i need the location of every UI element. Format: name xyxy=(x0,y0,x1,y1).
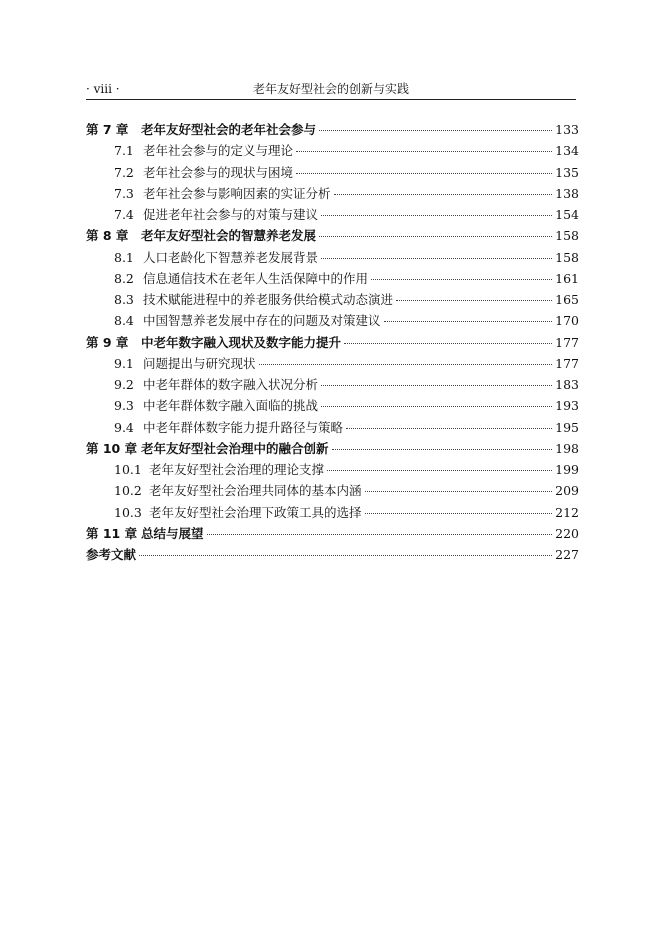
toc-entry-title: 老年友好型社会的老年社会参与 xyxy=(141,122,317,137)
toc-entry-page: 220 xyxy=(555,525,579,541)
toc-entry-page: 183 xyxy=(555,377,579,392)
toc-entry-number: 10.3 xyxy=(114,504,142,520)
toc-entry-title: 老年社会参与的现状与困境 xyxy=(143,164,294,180)
dot-leader xyxy=(259,364,553,365)
toc-entry-title: 参考文献 xyxy=(86,547,137,562)
toc-entry-title: 老年社会参与影响因素的实证分析 xyxy=(143,185,331,201)
toc-entry-page: 161 xyxy=(555,270,579,286)
dot-leader xyxy=(139,555,552,556)
toc-section-entry[interactable] xyxy=(86,417,579,438)
toc-section-entry[interactable] xyxy=(86,374,579,395)
toc-entry-page: 195 xyxy=(555,419,579,435)
toc-entry-title: 老年友好型社会的智慧养老发展 xyxy=(141,228,317,244)
toc-entry-number: 9.2 xyxy=(114,377,134,392)
dot-leader xyxy=(332,449,553,450)
toc-section-entry[interactable] xyxy=(86,140,579,161)
toc-section-entry[interactable] xyxy=(86,310,579,331)
toc-entry-title: 老年友好型社会治理共同体的基本内涵 xyxy=(149,483,362,499)
toc-section-entry[interactable] xyxy=(86,289,579,310)
toc-entry-page: 227 xyxy=(555,547,579,562)
page-header xyxy=(86,79,576,99)
toc-chapter-entry[interactable] xyxy=(86,119,579,140)
toc-entry-title: 老年友好型社会治理中的融合创新 xyxy=(141,440,329,456)
toc-entry-number: 9.1 xyxy=(114,355,134,371)
dot-leader xyxy=(384,321,553,322)
toc-chapter-entry[interactable] xyxy=(86,438,579,459)
toc-entry-page: 170 xyxy=(555,313,579,329)
toc-entry-page: 134 xyxy=(555,143,579,159)
dot-leader xyxy=(321,406,552,407)
toc-chapter-entry[interactable] xyxy=(86,225,579,246)
toc-entry-page: 158 xyxy=(555,249,579,265)
dot-leader xyxy=(319,130,552,131)
dot-leader xyxy=(396,300,552,301)
toc-entry-number: 7.4 xyxy=(114,207,134,222)
toc-entry-page: 199 xyxy=(555,462,579,477)
dot-leader xyxy=(365,513,553,514)
toc-section-entry[interactable] xyxy=(86,162,579,183)
toc-entry-number: 10.2 xyxy=(114,483,142,499)
toc-entry-number: 9.3 xyxy=(114,398,134,414)
toc-entry-title: 技术赋能进程中的养老服务供给模式动态演进 xyxy=(143,292,394,307)
toc-entry-title: 中老年群体的数字融入状况分析 xyxy=(143,377,319,392)
toc-entry-number: 第 8 章 xyxy=(86,228,129,244)
toc-section-entry[interactable] xyxy=(86,204,579,225)
dot-leader xyxy=(321,215,552,216)
toc-section-entry[interactable] xyxy=(86,480,579,501)
toc-entry-page: 158 xyxy=(555,228,579,244)
toc-entry-page: 212 xyxy=(555,504,579,520)
toc-entry-number: 8.4 xyxy=(114,313,134,329)
toc-entry-number: 8.3 xyxy=(114,292,134,307)
toc-entry-page: 193 xyxy=(555,398,579,414)
dot-leader xyxy=(296,173,552,174)
toc-section-entry[interactable] xyxy=(86,247,579,268)
toc-entry-title: 问题提出与研究现状 xyxy=(143,355,256,371)
toc-entry-title: 人口老龄化下智慧养老发展背景 xyxy=(143,249,319,265)
toc-entry-number: 8.1 xyxy=(114,249,134,265)
toc-entry-title: 老年社会参与的定义与理论 xyxy=(143,143,294,159)
toc-entry-title: 总结与展望 xyxy=(141,525,204,541)
toc-entry-page: 138 xyxy=(555,185,579,201)
toc-chapter-entry[interactable] xyxy=(86,332,579,353)
dot-leader xyxy=(346,428,552,429)
toc-entry-title: 中老年群体数字能力提升路径与策略 xyxy=(143,419,344,435)
toc-entry-title: 促进老年社会参与的对策与建议 xyxy=(143,207,319,222)
toc-section-entry[interactable] xyxy=(86,459,579,480)
dot-leader xyxy=(371,279,552,280)
dot-leader xyxy=(327,470,552,471)
dot-leader xyxy=(344,343,552,344)
toc-section-entry[interactable] xyxy=(86,395,579,416)
toc-entry-title: 老年友好型社会治理的理论支撑 xyxy=(149,462,325,477)
toc-chapter-entry[interactable] xyxy=(86,523,579,544)
dot-leader xyxy=(365,491,553,492)
toc-entry-title: 中老年群体数字融入面临的挑战 xyxy=(143,398,319,414)
dot-leader xyxy=(319,236,552,237)
toc-entry-number: 第 11 章 xyxy=(86,525,138,541)
toc-entry-number: 第 7 章 xyxy=(86,122,129,137)
toc-entry-title: 信息通信技术在老年人生活保障中的作用 xyxy=(143,270,369,286)
toc-entry-page: 177 xyxy=(555,355,579,371)
toc-entry-number: 第 10 章 xyxy=(86,440,138,456)
toc-entry-title: 中国智慧养老发展中存在的问题及对策建议 xyxy=(143,313,381,329)
toc-section-entry[interactable] xyxy=(86,353,579,374)
toc-entry-page: 135 xyxy=(555,164,579,180)
toc-entry-number: 第 9 章 xyxy=(86,334,129,350)
dot-leader xyxy=(321,258,552,259)
toc-entry-page: 133 xyxy=(555,122,579,137)
toc-entry-page: 154 xyxy=(555,207,579,222)
toc-entry-number: 7.1 xyxy=(114,143,134,159)
toc-entry-number: 7.3 xyxy=(114,185,134,201)
toc-entry-number: 7.2 xyxy=(114,164,134,180)
toc-section-entry[interactable] xyxy=(86,183,579,204)
dot-leader xyxy=(296,151,552,152)
toc-chapter-entry[interactable] xyxy=(86,544,579,565)
toc-section-entry[interactable] xyxy=(86,502,579,523)
toc-entry-title: 中老年数字融入现状及数字能力提升 xyxy=(141,334,342,350)
toc-entry-number: 9.4 xyxy=(114,419,134,435)
toc-entry-page: 165 xyxy=(555,292,579,307)
toc-entry-page: 198 xyxy=(555,440,579,456)
page-number: · viii · xyxy=(86,82,120,96)
header-rule xyxy=(86,99,576,100)
table-of-contents xyxy=(86,119,579,565)
toc-entry-number: 10.1 xyxy=(114,462,142,477)
toc-section-entry[interactable] xyxy=(86,268,579,289)
toc-entry-page: 209 xyxy=(555,483,579,499)
toc-entry-page: 177 xyxy=(555,334,579,350)
dot-leader xyxy=(334,194,553,195)
toc-entry-title: 老年友好型社会治理下政策工具的选择 xyxy=(149,504,362,520)
running-title: 老年友好型社会的创新与实践 xyxy=(252,82,409,96)
toc-entry-number: 8.2 xyxy=(114,270,134,286)
dot-leader xyxy=(207,534,553,535)
dot-leader xyxy=(321,385,552,386)
